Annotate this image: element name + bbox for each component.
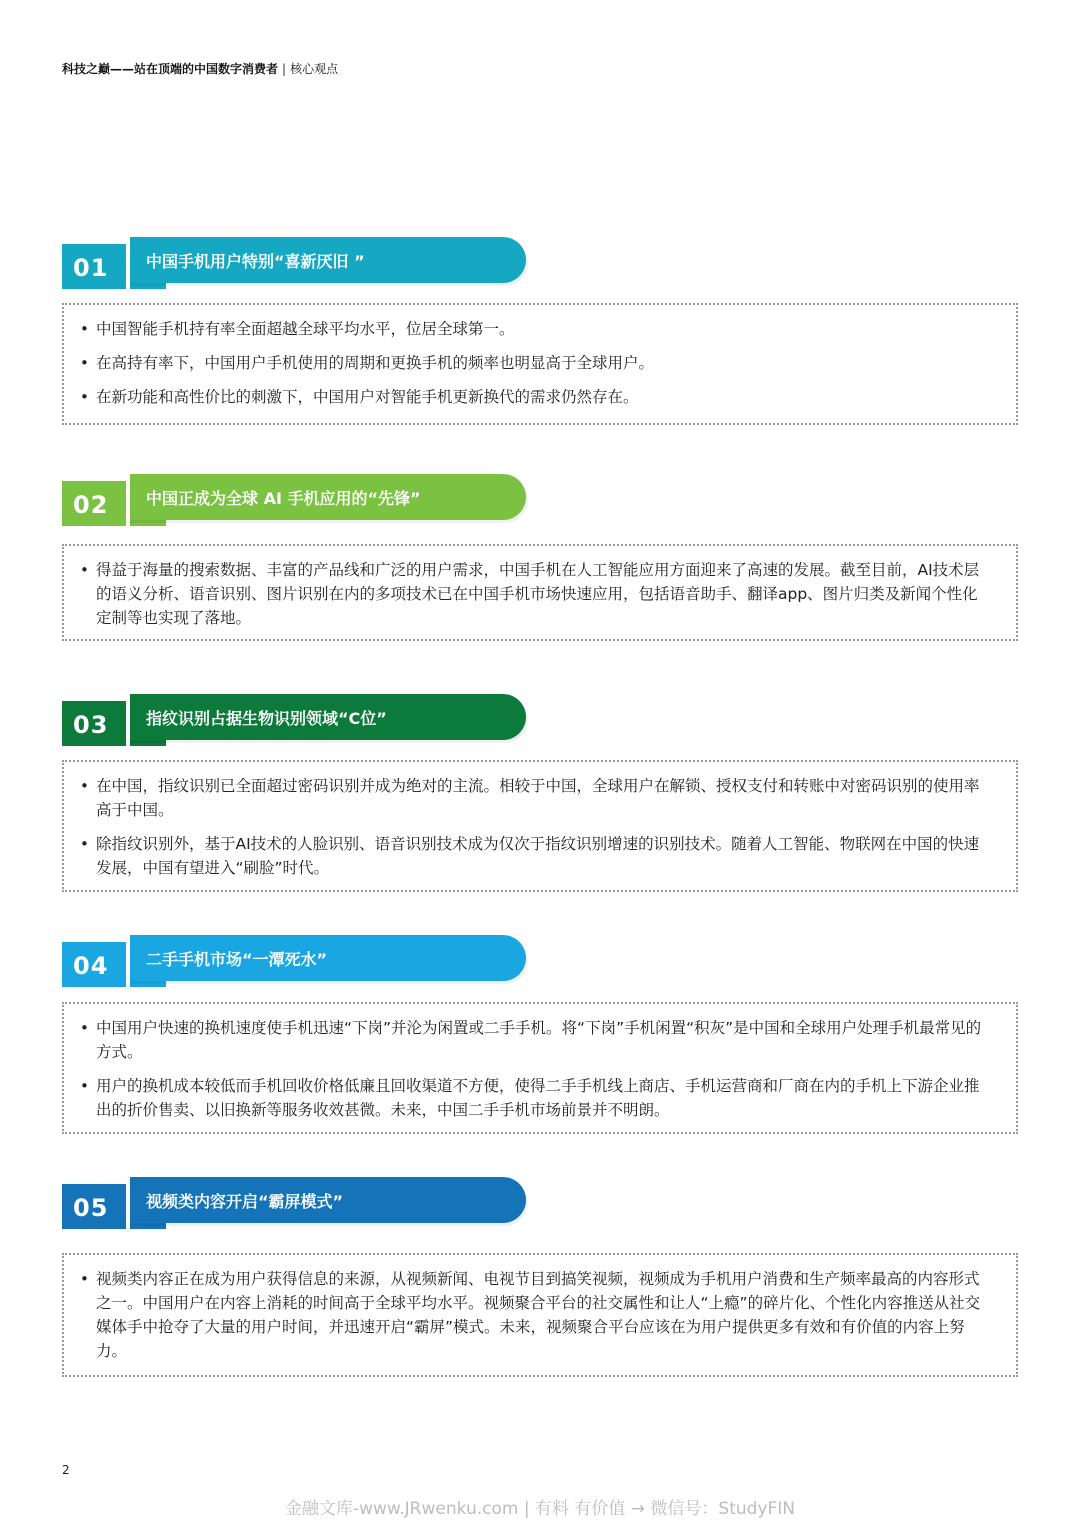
section-number: 04	[73, 952, 109, 980]
section-banner	[62, 935, 526, 991]
section-banner	[62, 237, 526, 293]
pill-divider	[126, 1177, 130, 1231]
bullet-item: • 用户的换机成本较低而手机回收价格低廉且回收渠道不方便，使得二手手机线上商店、手机运营商和厂商在内的手机上下游企业推出的折价售卖、以旧换新等服务收效甚微。未来，中国二手手机市场前景并不明朗。	[78, 1074, 990, 1122]
bullet-item: • 在中国，指纹识别已全面超过密码识别并成为绝对的主流。相较于中国，全球用户在解锁、授权支付和转账中对密码识别的使用率高于中国。	[78, 774, 990, 822]
bullet-item: • 在新功能和高性价比的刺激下，中国用户对智能手机更新换代的需求仍然存在。	[78, 385, 990, 409]
bullet-item: • 除指纹识别外，基于AI技术的人脸识别、语音识别技术成为仅次于指纹识别增速的识别技术。随着人工智能、物联网在中国的快速发展，中国有望进入“刷脸”时代。	[78, 832, 990, 880]
section-banner	[62, 694, 526, 750]
page-number: 2	[62, 1463, 70, 1477]
bullet-item: • 得益于海量的搜索数据、丰富的产品线和广泛的用户需求，中国手机在人工智能应用方面迎来了高速的发展。截至目前，AI技术层的语义分析、语音识别、图片识别在内的多项技术已在中国手机市场快速应用，包括语音助手、翻译app、图片归类及新闻个性化定制等也实现了落地。	[78, 558, 990, 630]
section-content-box	[62, 760, 1018, 892]
section-number: 03	[73, 711, 109, 739]
watermark-text: 金融文库-www.JRwenku.com | 有料 有价值 → 微信号：StudyFIN	[284, 1499, 796, 1519]
section-number: 01	[73, 254, 109, 282]
bullet-item: • 中国智能手机持有率全面超越全球平均水平，位居全球第一。	[78, 317, 990, 341]
section-title: 指纹识别占据生物识别领域“C位”	[146, 709, 387, 728]
running-header	[62, 60, 338, 77]
section-title: 二手手机市场“一潭死水”	[146, 950, 328, 969]
section-banner	[62, 1177, 526, 1233]
document-title: 科技之巅——站在顶端的中国数字消费者	[62, 62, 279, 76]
section-content-box	[62, 1002, 1018, 1134]
bullet-item: • 中国用户快速的换机速度使手机迅速“下岗”并沦为闲置或二手手机。将“下岗”手机闲置“积灰”是中国和全球用户处理手机最常见的方式。	[78, 1016, 990, 1064]
section-number: 02	[73, 491, 109, 519]
pill-divider	[126, 694, 130, 748]
pill-divider	[126, 237, 130, 291]
pill-divider	[126, 474, 130, 528]
section-title: 中国手机用户特别“喜新厌旧 ”	[146, 252, 365, 271]
section-number: 05	[73, 1194, 109, 1222]
section-title: 中国正成为全球 AI 手机应用的“先锋”	[146, 489, 421, 508]
section-banner	[62, 474, 526, 530]
section-content-box	[62, 1253, 1018, 1377]
pill-divider	[126, 935, 130, 989]
header-subtitle: 核心观点	[290, 62, 339, 76]
bullet-item: • 在高持有率下，中国用户手机使用的周期和更换手机的频率也明显高于全球用户。	[78, 351, 990, 375]
section-content-box	[62, 544, 1018, 641]
section-title: 视频类内容开启“霸屏模式”	[146, 1192, 344, 1211]
bullet-item: • 视频类内容正在成为用户获得信息的来源，从视频新闻、电视节目到搞笑视频，视频成为手机用户消费和生产频率最高的内容形式之一。中国用户在内容上消耗的时间高于全球平均水平。视频聚合平台的社交属性和让人“上瘾”的碎片化、个性化内容推送从社交媒体手中抢夺了大量的用户时间，并迅速开启“霸屏”模式。未来，视频聚合平台应该在为用户提供更多有效和有价值的内容上努力。	[78, 1267, 990, 1363]
section-content-box	[62, 303, 1018, 425]
header-separator: |	[282, 62, 287, 76]
